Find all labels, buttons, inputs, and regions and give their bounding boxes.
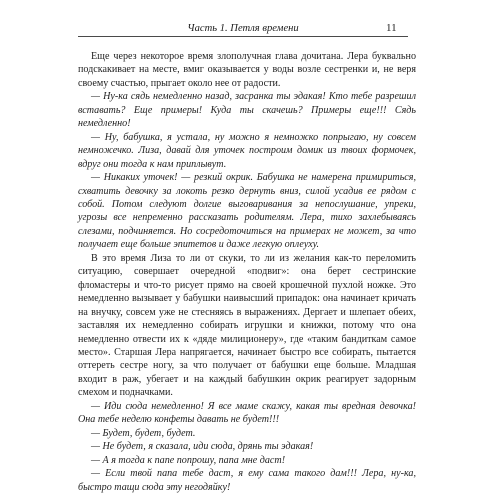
paragraph-8: — Не будет, я сказала, иди сюда, дрянь ты эдакая! [91,441,314,453]
chapter-title: Часть 1. Петля времени [187,23,299,34]
paragraph-5: В это время Лиза то ли от скуки, то ли из желания как-то переломить ситуацию, совершает очередной «подвиг»: она берет сестринские фломастеры и что-то рисует прямо на своей крошечной пухлой ножке. Это немедленно вызывает у бабушки наивысший припадок: она начинает кричать на внучку, совсем уже не стесняясь в выражениях. Дергает и шлепает обеих, заставляя их немедленно собирать игрушки и книжки, потому что она немедленно отвести их к «дяде милиционеру», где «таким бандиткам самое место». Старшая Лера напрягается, начинает быстро все собирать, пытается оттереть сестре ногу, за что получает от бабушки еще больше. Младшая входит в раж, убегает и на каждый бабушкин окрик реагирует задорным смехом и подначками. [78,252,416,399]
paragraph-2: — Ну-ка сядь немедленно назад, засранка ты эдакая! Кто тебе разрешил вставать? Еще примеры! Куда ты скачешь? Примеры еще!!! Сядь немедленно! [78,91,416,130]
paragraph-7: — Будет, будет, будет. [91,427,196,439]
paragraph-9: — А я тогда к папе попрошу, папа мне даст! [91,454,286,466]
paragraph-3: — Ну, бабушка, я устала, ну можно я немножко попрыгаю, ну совсем немножечко. Лиза, давай для уточек построим домик из твоих формочек, вдруг они тогда к нам приплывут. [78,131,416,170]
running-header [78,22,408,37]
paragraph-6: — Иди сюда немедленно! Я все маме скажу, какая ты вредная девочка! Она тебе неделю конфеты давать не будет!!! [78,400,416,426]
page-number: 11 [386,22,397,34]
paragraph-1: Еще через некоторое время злополучная глава дочитана. Лера буквально подскакивает на месте, вмиг оказывается у воды возле сестренки и, не веря своему счастью, прыгает около нее от радости. [78,51,416,89]
paragraph-10: — Если твой папа тебе даст, я ему сама такого дам!!! Лера, ну-ка, быстро тащи сюда эту негодяйку! [78,468,416,493]
body-text [78,50,416,494]
paragraph-4: — Никаких уточек! — резкий окрик. Бабушка не намерена примириться, схватить девочку за локоть резко дернуть вниз, силой усадив ее рядом с собой. Потом следуют долгие выговаривания за непослушание, упреки, угрозы все непременно рассказать родителям. Лера, тихо захлебываясь слезами, подчиняется. Но сосредоточиться на примерах не может, за что получает еще больше эпитетов и даже легкую оплеуху. [78,172,416,251]
